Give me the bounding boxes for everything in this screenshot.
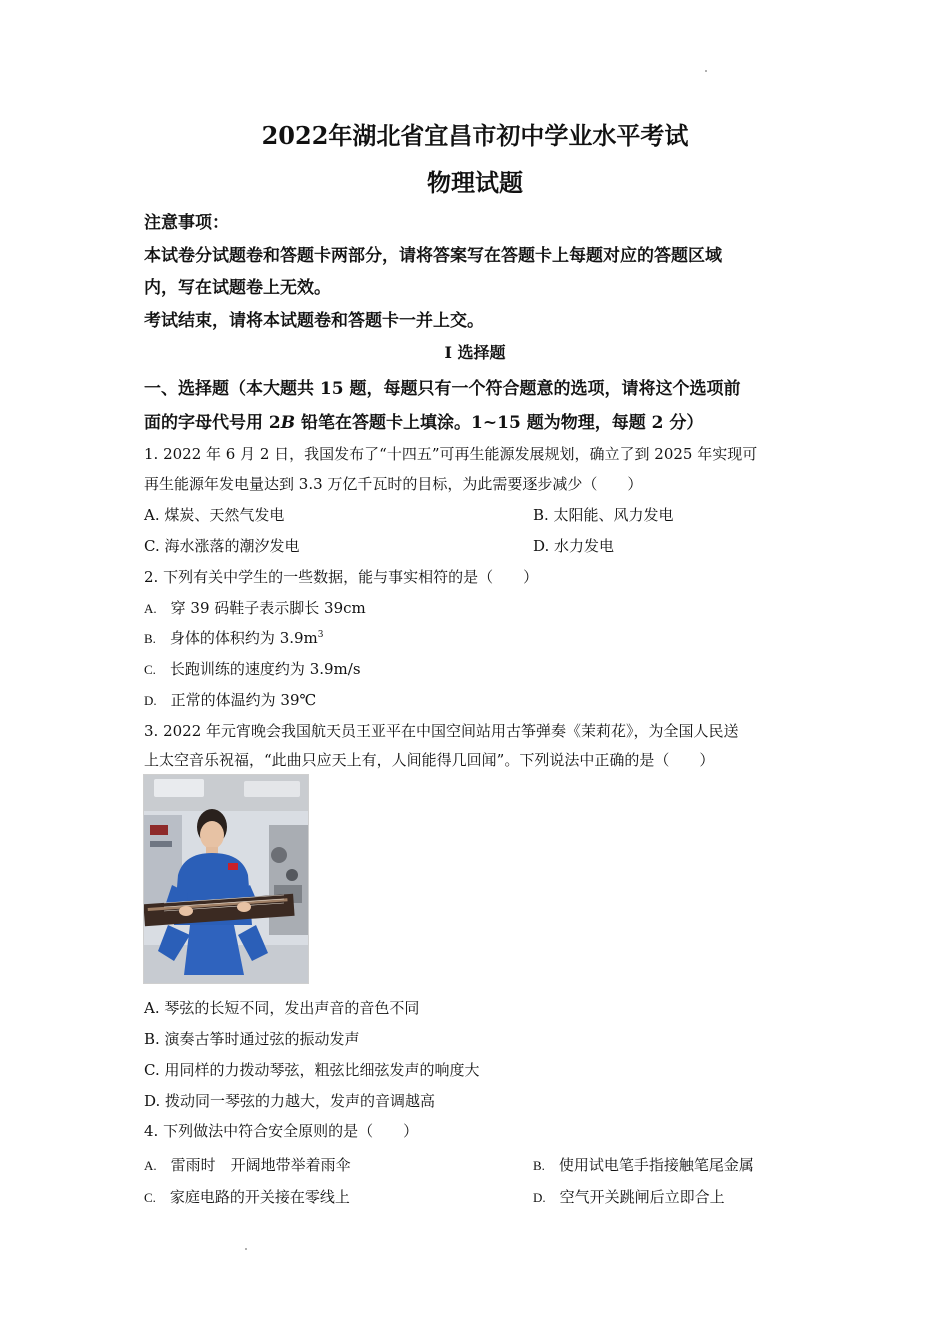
- section-instructions: 面的字母代号用 2B 铅笔在答题卡上填涂。1~15 题为物理，每题 2 分）: [144, 413, 704, 433]
- q3-option-c: C. 用同样的力拨动琴弦，粗弦比细弦发声的响度大: [144, 1061, 480, 1079]
- q1-option-d: D. 水力发电: [533, 537, 615, 555]
- q1-option-b: B. 太阳能、风力发电: [533, 506, 674, 524]
- q1-stem: 1. 2022 年 6 月 2 日，我国发布了“十四五”可再生能源发展规划，确立了到 2025 年实现可: [144, 445, 758, 463]
- q4-option-b: B. 使用试电笔手指接触笔尾金属: [533, 1156, 754, 1174]
- notes-line: 内，写在试题卷上无效。: [144, 278, 331, 298]
- q3-option-a: A. 琴弦的长短不同，发出声音的音色不同: [144, 999, 420, 1017]
- scan-speck: [245, 1248, 247, 1250]
- q2-option-c: C. 长跑训练的速度约为 3.9m/s: [144, 660, 361, 678]
- q1-stem: 再生能源年发电量达到 3.3 万亿千瓦时的目标，为此需要逐步减少（ ）: [144, 475, 643, 493]
- q4-option-d: D. 空气开关跳闸后立即合上: [533, 1188, 725, 1206]
- exam-subtitle: 物理试题: [427, 168, 523, 197]
- q1-option-c: C. 海水涨落的潮汐发电: [144, 537, 300, 555]
- q4-stem: 4. 下列做法中符合安全原则的是（ ）: [144, 1122, 419, 1140]
- exam-title: 2022年湖北省宜昌市初中学业水平考试: [261, 121, 689, 150]
- q2-option-b: B. 身体的体积约为 $3.9m^3$: [144, 629, 324, 647]
- q2-option-d: D. 正常的体温约为 39℃: [144, 691, 317, 709]
- q3-stem: 3. 2022 年元宵晚会我国航天员王亚平在中国空间站用古筝弹奏《茉莉花》，为全国人民送: [144, 722, 739, 740]
- q4-option-a: A. 雷雨时 开阔地带举着雨伞: [144, 1156, 351, 1174]
- scan-speck: [705, 70, 707, 72]
- notes-line: 考试结束，请将本试题卷和答题卡一并上交。: [144, 311, 484, 331]
- q1-option-a: A. 煤炭、天然气发电: [144, 506, 285, 524]
- section-instructions: 一、选择题（本大题共 15 题，每题只有一个符合题意的选项，请将这个选项前: [144, 379, 741, 399]
- notes-heading: 注意事项：: [144, 213, 229, 233]
- q3-stem: 上太空音乐祝福，“此曲只应天上有，人间能得几回闻”。下列说法中正确的是（ ）: [144, 751, 715, 769]
- notes-line: 本试卷分试题卷和答题卡两部分，请将答案写在答题卡上每题对应的答题区域: [144, 246, 722, 266]
- q2-stem: 2. 下列有关中学生的一些数据，能与事实相符的是（ ）: [144, 568, 539, 586]
- astronaut-guzheng-photo: [143, 774, 309, 984]
- q3-option-d: D. 拨动同一琴弦的力越大，发声的音调越高: [144, 1092, 436, 1110]
- q4-option-c: C. 家庭电路的开关接在零线上: [144, 1188, 350, 1206]
- section-title: I 选择题: [444, 343, 506, 362]
- q3-option-b: B. 演奏古筝时通过弦的振动发声: [144, 1030, 360, 1048]
- q2-option-a: A. 穿 39 码鞋子表示脚长 39cm: [144, 599, 366, 617]
